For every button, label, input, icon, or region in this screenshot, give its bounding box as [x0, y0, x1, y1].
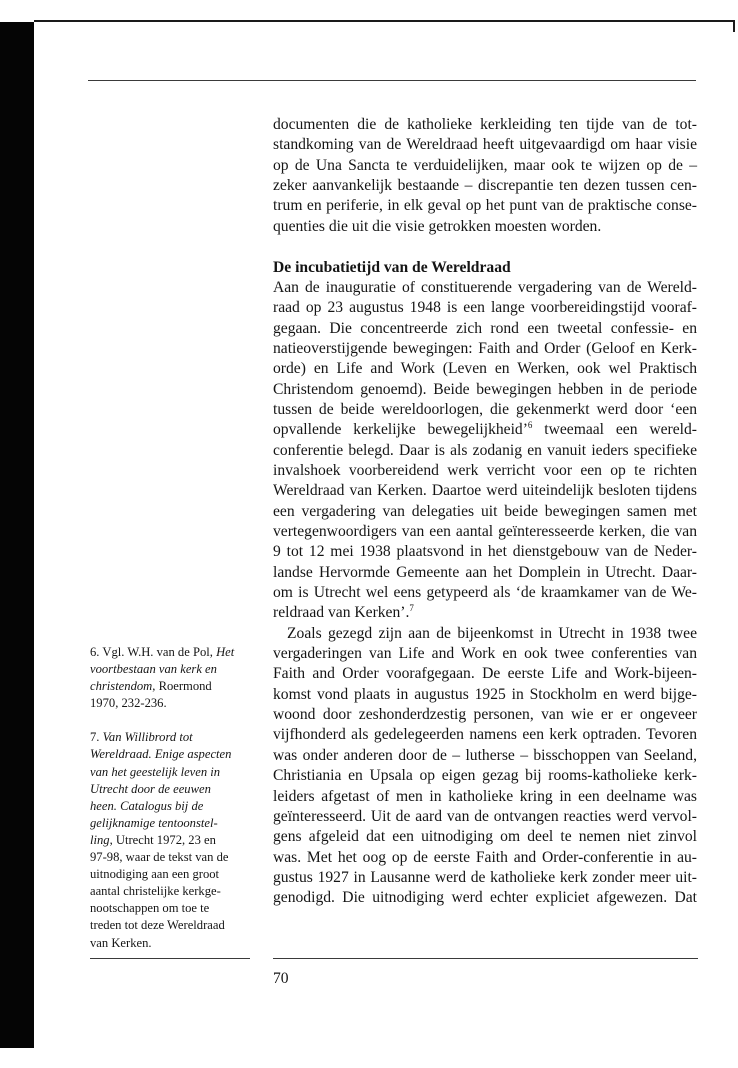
footnote-line	[90, 644, 255, 661]
text-line-with-footnote-ref	[273, 603, 697, 623]
footnote-text: treden tot deze Wereldraad	[90, 918, 225, 933]
text-line: conferentie belegd. Daar is als zodanig en vanuit ieders specifieke	[273, 441, 697, 459]
footnote-text: aantal christelijke kerkge-	[90, 884, 221, 899]
text-line-with-footnote-ref	[273, 420, 697, 440]
text-line: om is Utrecht wel eens getypeerd als ‘de kraamkamer van de We-	[273, 584, 697, 602]
footnote-title: Utrecht door de eeuwen	[90, 781, 211, 796]
text-line: woond door zeshonderdzestig personen, van wie er er ongeveer	[273, 706, 697, 724]
text-line: was onder anderen door de – lutherse – bisschoppen van Seeland,	[273, 746, 697, 764]
footnote-title: gelijknamige tentoonstel-	[90, 815, 218, 830]
footnote-6	[90, 644, 255, 712]
text-line: op de Una Sancta te verduidelijken, maar ook te wijzen op de –	[273, 156, 697, 174]
footer-rule	[273, 958, 698, 959]
text-line: Christiania en Upsala op eigen gezag bij rooms-katholieke kerk-	[273, 767, 697, 785]
text-line: landse Hervormde Gemeente aan het Domplein in Utrecht. Daar-	[273, 563, 697, 581]
text-line: documenten die de katholieke kerkleiding ten tijde van de tot-	[273, 116, 697, 133]
text-line: leiders afgetast of men in katholieke kring in een deelname was	[273, 787, 697, 805]
footnote-text: , Roermond	[152, 679, 212, 694]
footnote-text: Vgl. W.H. van de Pol,	[102, 645, 217, 659]
footnotes-margin	[90, 644, 255, 969]
footnote-number: 6.	[90, 645, 100, 659]
text-line: zeker aanvankelijk bestaande – discrepantie ten dezen tussen cen-	[273, 177, 697, 195]
footnote-title: Het	[216, 645, 235, 659]
footnote-title: voortbestaan van kerk en	[90, 662, 217, 677]
footnote-line	[90, 781, 255, 798]
text-line: raad op 23 augustus 1948 is een lange voorbereidingstijd vooraf-	[273, 299, 697, 317]
footnote-ref-6[interactable]: 6	[527, 420, 533, 431]
text-line: natieoverstijgende bewegingen: Faith and Order (Geloof en Kerk-	[273, 339, 697, 357]
footnote-title: christendom	[90, 679, 153, 694]
main-text-column	[273, 115, 697, 909]
intro-paragraph	[273, 115, 697, 237]
section-heading: De incubatietijd van de Wereldraad	[273, 258, 511, 276]
footnote-line	[90, 917, 255, 934]
footnote-line	[90, 815, 255, 832]
paragraph-gap	[273, 237, 697, 258]
footnote-line	[90, 764, 255, 781]
text-line: Aan de inauguratie of constituerende vergadering van de Wereld-	[273, 278, 697, 296]
text-line: een vergadering van delegaties uit beide bewegingen samen met	[273, 502, 697, 520]
text-line: vertegenwoordigers van een aantal geïnteresseerde kerken, die van	[273, 523, 697, 541]
footnote-title: ling	[90, 832, 110, 847]
text-fragment: tweemaal een wereld-	[532, 421, 697, 439]
text-line: komst vond plaats in augustus 1925 in Stockholm en werd bijge-	[273, 685, 697, 703]
text-line: tussen de beide wereldoorlogen, die gekenmerkt werd door ‘een	[273, 400, 697, 418]
text-line: 9 tot 12 mei 1938 plaatsvond in het dienstgebouw van de Neder-	[273, 543, 697, 561]
footnote-text: uitnodiging aan een groot	[90, 867, 220, 882]
text-line: gustus 1927 in Lausanne werd de katholieke kerk zonder meer uit-	[273, 868, 697, 886]
text-line: Zoals gezegd zijn aan de bijeenkomst in Utrecht in 1938 twee	[287, 624, 697, 642]
footnote-line	[90, 678, 255, 695]
footnote-text: 1970, 232-236.	[90, 696, 167, 711]
footnote-text: nootschappen om toe te	[90, 901, 210, 916]
footnote-line	[90, 695, 255, 712]
footnote-line	[90, 798, 255, 815]
footnote-line	[90, 832, 255, 849]
footnote-text: , Utrecht 1972, 23 en	[109, 832, 216, 847]
text-line: standkoming van de Wereldraad heeft uitgevaardigd om haar visie	[273, 136, 697, 154]
text-line: trum en periferie, in elk geval op het punt van de praktische conse-	[273, 197, 697, 215]
page-corner-tick	[733, 20, 735, 32]
footnote-title: heen. Catalogus bij de	[90, 798, 204, 813]
footnote-title: Van Willibrord tot	[102, 730, 193, 745]
footnote-line	[90, 729, 255, 746]
footnote-text: 97-98, waar de tekst van de	[90, 850, 229, 865]
text-line: vijfhonderd als gedelegeerden namens een kerk optraden. Tevoren	[273, 726, 697, 744]
paragraph-2	[273, 624, 697, 909]
paragraph-1	[273, 278, 697, 624]
footnote-ref-7[interactable]: 7	[409, 603, 414, 614]
text-line: invalshoek voorbereidend werk verricht voor een op te richten	[273, 462, 697, 479]
text-line: vergaderingen van Life and Work en ook twee conferenties van	[273, 645, 697, 663]
text-line: gens afgeleid dat een uitnodiging om deel te nemen niet zinvol	[273, 828, 697, 846]
footnote-line	[90, 935, 255, 952]
footnote-number: 7.	[90, 730, 100, 745]
footnote-title: Wereldraad. Enige aspecten	[90, 747, 232, 762]
footnote-title: van het geestelijk leven in	[90, 764, 221, 779]
footnote-line	[90, 849, 255, 866]
page-number: 70	[273, 970, 289, 987]
footnote-line	[90, 900, 255, 917]
footnote-line	[90, 883, 255, 900]
header-rule	[88, 80, 696, 81]
text-fragment: opvallende kerkelijke bewegelijkheid’	[273, 421, 528, 439]
footnote-rule	[90, 958, 250, 959]
text-line: genodigd. Die uitnodiging werd echter expliciet afgewezen. Dat	[273, 889, 697, 907]
text-line: Christendom genoemd). Beide bewegingen hebben in de periode	[273, 380, 697, 398]
scan-edge-bar	[0, 22, 34, 1048]
text-line: Faith and Order voorafgegaan. De eerste Life and Work-bijeen-	[273, 665, 697, 683]
footnote-7	[90, 729, 255, 951]
page-top-edge	[34, 20, 735, 22]
text-line: Wereldraad van Kerken. Daartoe werd uiteindelijk besloten tijdens	[273, 482, 697, 500]
text-line: was. Met het oog op de eerste Faith and Order-conferentie in au-	[273, 848, 697, 866]
text-line: geïnteresseerd. Uit de aard van de ontvangen reacties werd vervol-	[273, 807, 697, 825]
text-line: gegaan. Die concentreerde zich rond een tweetal confessie- en	[273, 319, 697, 337]
text-line: quenties die uit die visie getrokken moesten worden.	[273, 217, 602, 235]
footnote-line	[90, 746, 255, 763]
footnote-text: van Kerken.	[90, 935, 152, 950]
footnote-line	[90, 866, 255, 883]
footnote-line	[90, 661, 255, 678]
text-fragment: reldraad van Kerken’.	[273, 604, 410, 622]
text-line: orde) en Life and Work (Leven en Werken, ook wel Praktisch	[273, 360, 697, 378]
